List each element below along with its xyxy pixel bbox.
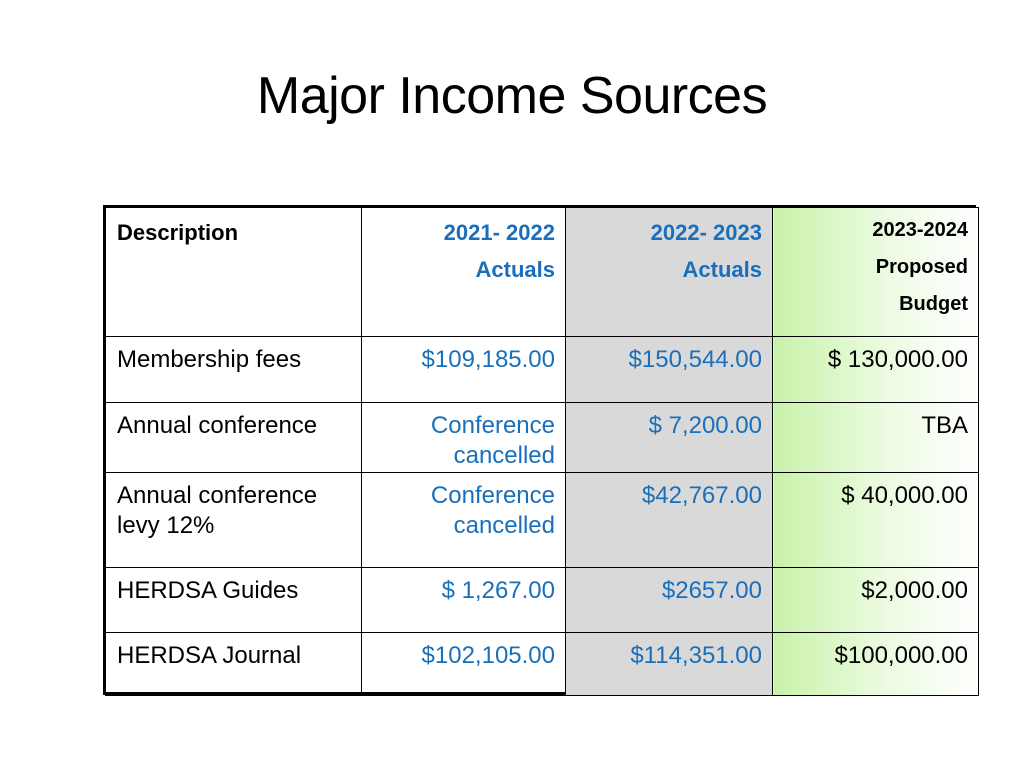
header-2021-2022	[362, 208, 566, 337]
cell-line: cancelled	[453, 442, 555, 469]
header-sub-label: Actuals	[682, 257, 762, 282]
cell-2022-2023: $150,544.00	[566, 337, 773, 403]
cell-line: Conference	[430, 482, 555, 509]
row-label: Annual conference	[106, 403, 362, 473]
row-label: HERDSA Guides	[106, 568, 362, 633]
header-description: Description	[106, 208, 362, 337]
cell-2022-2023: $ 7,200.00	[566, 403, 773, 473]
cell-2022-2023: $42,767.00	[566, 473, 773, 568]
table-header-row	[106, 208, 979, 337]
cell-2021-2022	[362, 403, 566, 473]
row-label-line: Annual conference	[117, 482, 318, 509]
income-table	[103, 205, 976, 695]
cell-2021-2022: $109,185.00	[362, 337, 566, 403]
cell-2023-2024: $2,000.00	[773, 568, 979, 633]
row-label: Membership fees	[106, 337, 362, 403]
page-title: Major Income Sources	[256, 67, 768, 125]
row-label-line: levy 12%	[117, 512, 215, 539]
header-sub-label: Actuals	[475, 257, 555, 282]
cell-2023-2024: TBA	[773, 403, 979, 473]
cell-2021-2022	[362, 473, 566, 568]
cell-2022-2023: $2657.00	[566, 568, 773, 633]
table-row	[106, 568, 979, 633]
header-sub-label: Proposed	[875, 256, 968, 278]
header-year-label: 2021- 2022	[443, 220, 555, 245]
header-sub-label: Budget	[899, 293, 968, 315]
cell-2023-2024: $100,000.00	[773, 633, 979, 696]
cell-2023-2024: $ 130,000.00	[773, 337, 979, 403]
cell-2023-2024: $ 40,000.00	[773, 473, 979, 568]
table-row	[106, 633, 979, 696]
header-2023-2024	[773, 208, 979, 337]
header-year-label: 2023-2024	[872, 219, 968, 241]
cell-line: cancelled	[453, 512, 555, 539]
table-row	[106, 403, 979, 473]
row-label	[106, 473, 362, 568]
cell-2021-2022: $102,105.00	[362, 633, 566, 696]
cell-2022-2023: $114,351.00	[566, 633, 773, 696]
cell-line: Conference	[430, 412, 555, 439]
header-year-label: 2022- 2023	[650, 220, 762, 245]
income-table-grid	[105, 207, 979, 696]
header-2022-2023	[566, 208, 773, 337]
row-label: HERDSA Journal	[106, 633, 362, 696]
table-row	[106, 473, 979, 568]
cell-2021-2022: $ 1,267.00	[362, 568, 566, 633]
table-row	[106, 337, 979, 403]
